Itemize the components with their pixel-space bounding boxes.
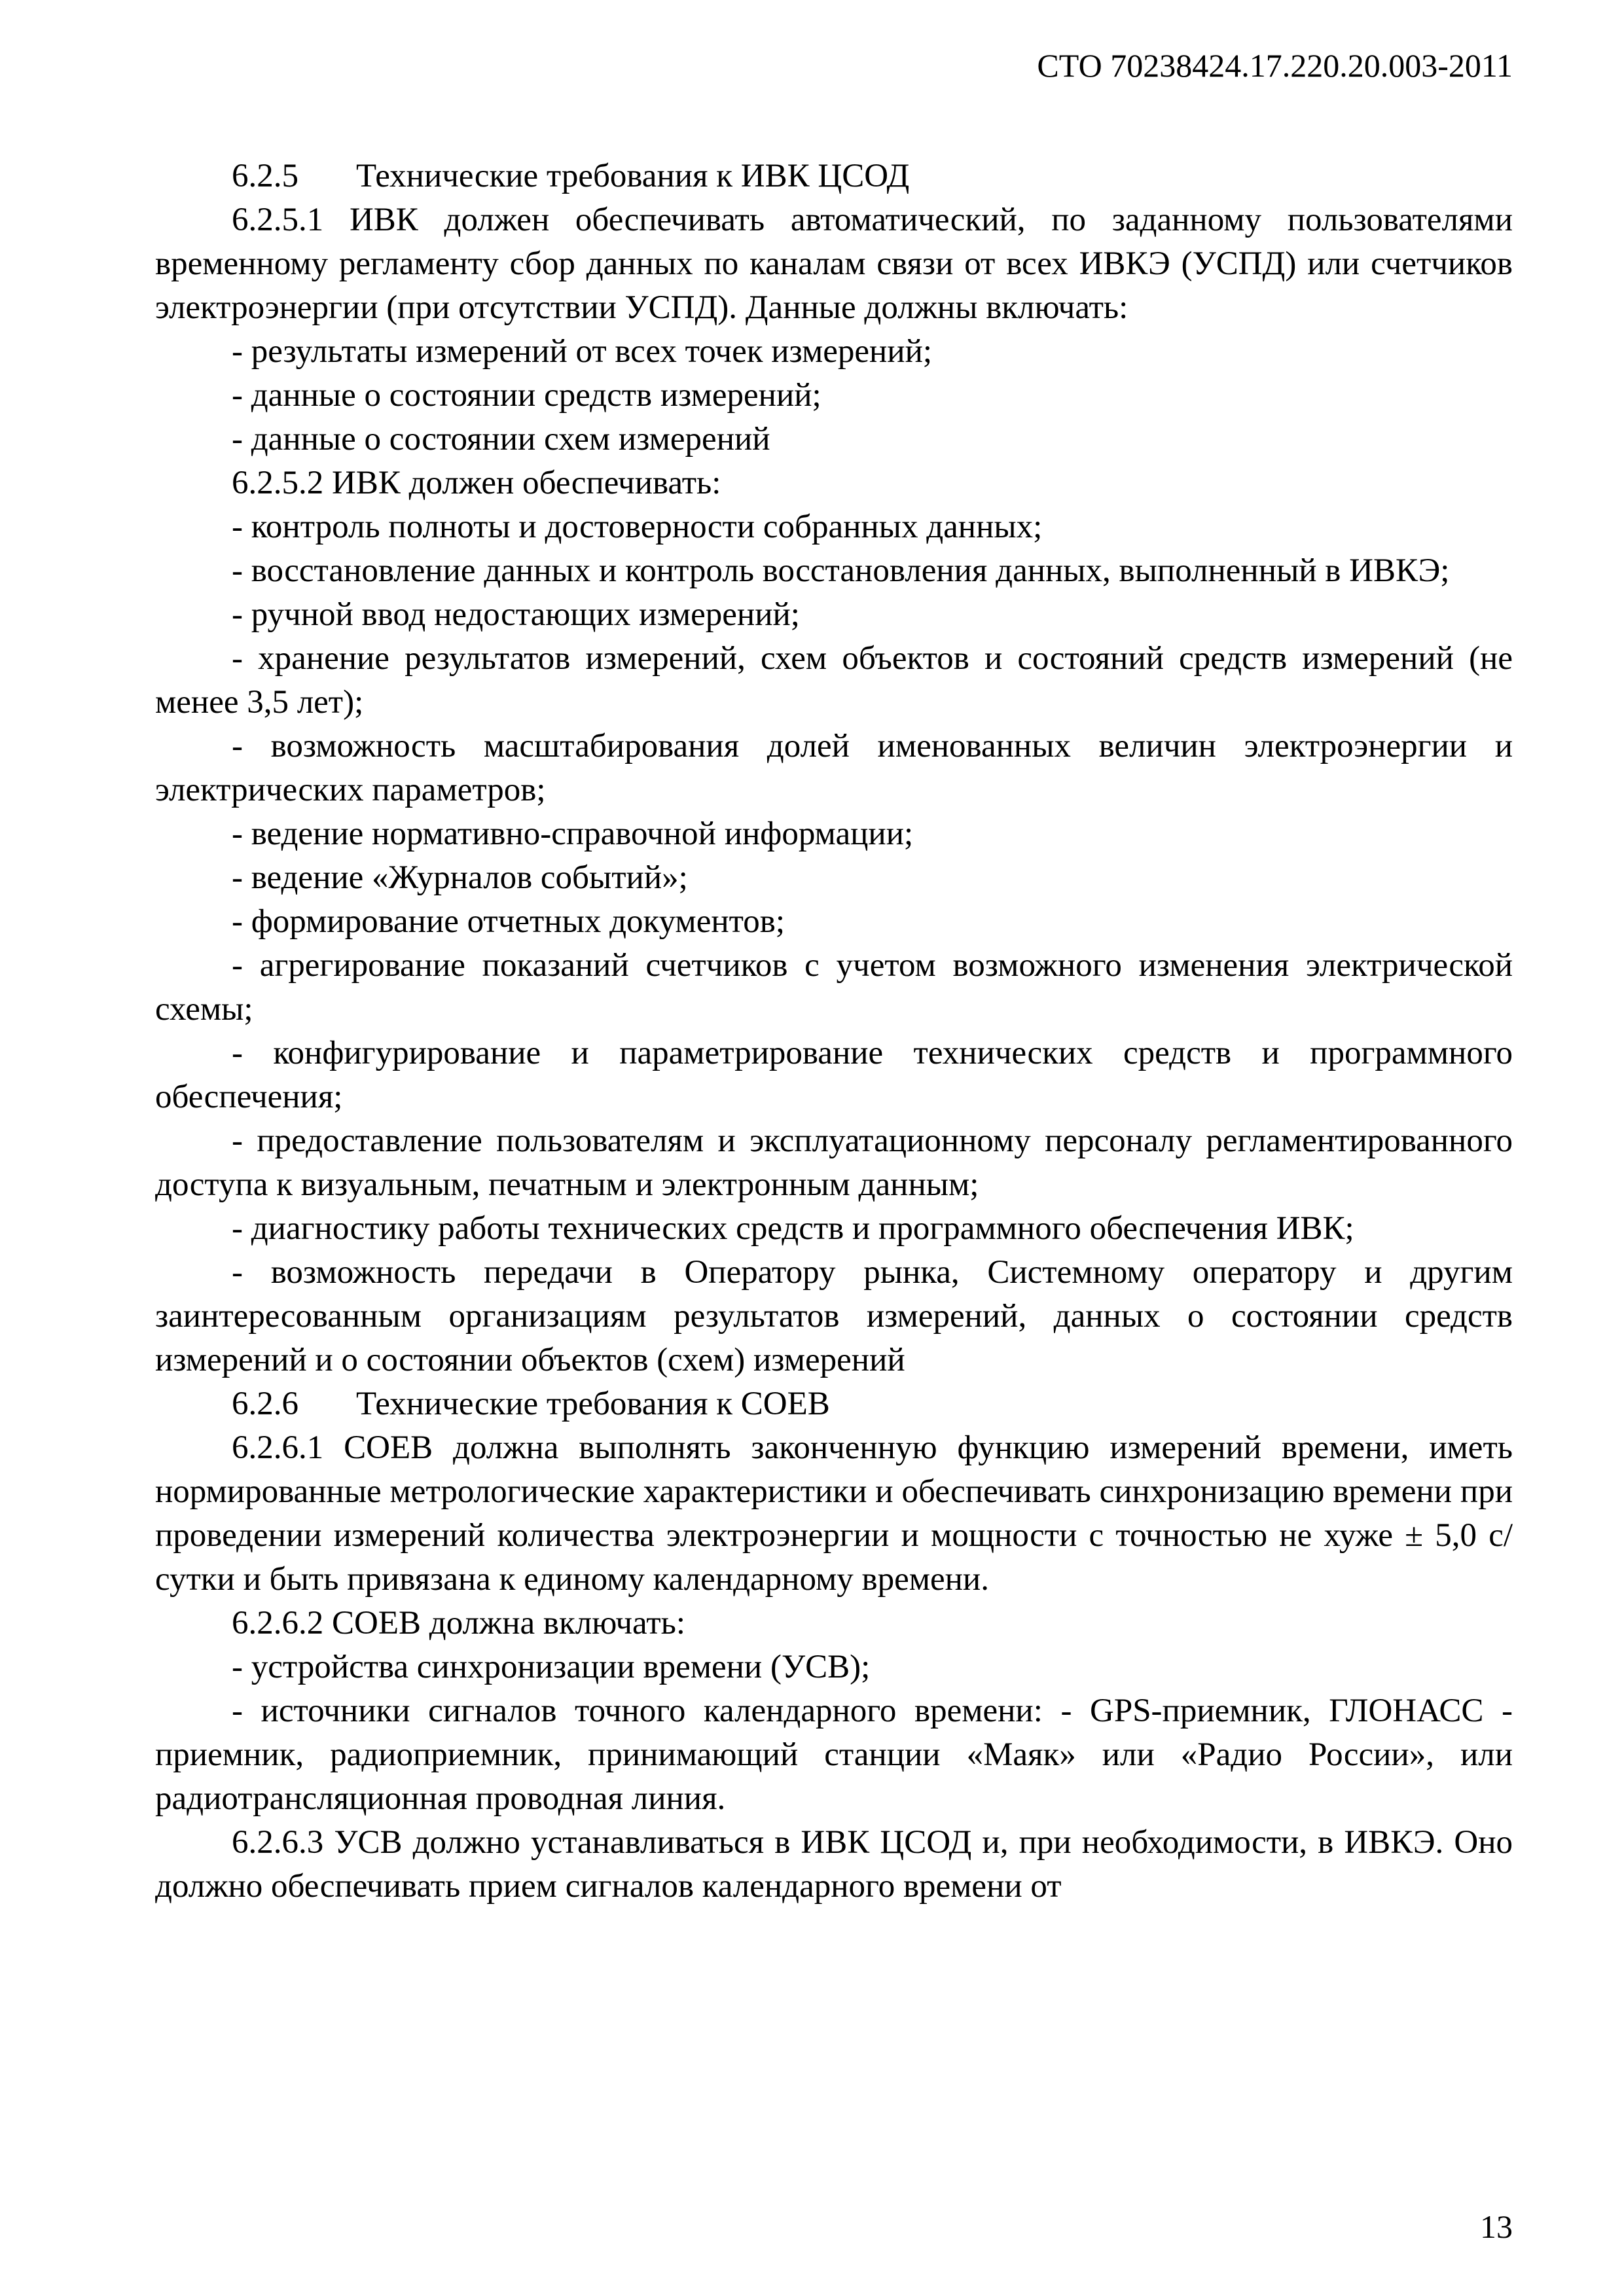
section-heading-6-2-5 [155,154,1513,198]
paragraph-6-2-6-1: 6.2.6.1 СОЕВ должна выполнять законченную функцию измерений времени, иметь нормированные метрологические характеристики и обеспечивать синхронизацию времени при проведении измерений количества электроэнергии и мощности с точностью не хуже ± 5,0 с/сутки и быть привязана к единому календарному времени. [155,1429,1513,1598]
list-item: - конфигурирование и параметрирование технических средств и программного обеспечения; [155,1035,1513,1115]
paragraph-6-2-5-2: 6.2.5.2 ИВК должен обеспечивать: [232,465,721,501]
list-item: - ведение «Журналов событий»; [232,859,688,896]
list-item: - устройства синхронизации времени (УСВ); [232,1649,871,1685]
list-item: - агрегирование показаний счетчиков с учетом возможного изменения электрической схемы; [155,947,1513,1028]
document-body [155,154,1513,1909]
list-item: - данные о состоянии средств измерений; [232,377,821,414]
list-item: - формирование отчетных документов; [232,903,785,940]
list-item: - возможность передачи в Оператору рынка, Системному оператору и другим заинтересованным организациям результатов измерений, данных о состоянии средств измерений и о состоянии объектов (схем) измерений [155,1254,1513,1378]
paragraph-6-2-6-3: 6.2.6.3 УСВ должно устанавливаться в ИВК ЦСОД и, при необходимости, в ИВКЭ. Оно должно обеспечивать прием сигналов календарного времени от [155,1824,1513,1905]
section-number: 6.2.5 [232,158,298,194]
list-item: - данные о состоянии схем измерений [232,421,770,457]
paragraph-6-2-6-2: 6.2.6.2 СОЕВ должна включать: [232,1605,686,1641]
list-item: - ведение нормативно-справочной информации; [232,816,914,852]
list-item: - хранение результатов измерений, схем объектов и состояний средств измерений (не менее 3,5 лет); [155,640,1513,721]
list-item: - источники сигналов точного календарного времени: - GPS-приемник, ГЛОНАСС - приемник, радиоприемник, принимающий станции «Маяк» или «Радио России», или радиотрансляционная проводная линия. [155,1693,1513,1817]
list-item: - результаты измерений от всех точек измерений; [232,333,933,370]
section-title: Технические требования к СОЕВ [356,1386,830,1422]
list-item: - восстановление данных и контроль восстановления данных, выполненный в ИВКЭ; [232,552,1450,589]
section-heading-6-2-6 [155,1382,1513,1426]
section-title: Технические требования к ИВК ЦСОД [356,158,910,194]
section-number: 6.2.6 [232,1386,298,1422]
list-item: - ручной ввод недостающих измерений; [232,596,800,633]
page-number: 13 [1480,2208,1513,2245]
paragraph-6-2-5-1: 6.2.5.1 ИВК должен обеспечивать автоматический, по заданному пользователями временному регламенту сбор данных по каналам связи от всех ИВКЭ (УСПД) или счетчиков электроэнергии (при отсутствии УСПД). Данные должны включать: [155,202,1513,326]
list-item: - контроль полноты и достоверности собранных данных; [232,509,1043,545]
list-item: - возможность масштабирования долей именованных величин электроэнергии и электрических параметров; [155,728,1513,808]
list-item: - диагностику работы технических средств и программного обеспечения ИВК; [232,1210,1354,1247]
list-item: - предоставление пользователям и эксплуатационному персоналу регламентированного доступа к визуальным, печатным и электронным данным; [155,1122,1513,1203]
document-code-header: СТО 70238424.17.220.20.003-2011 [1037,47,1513,84]
